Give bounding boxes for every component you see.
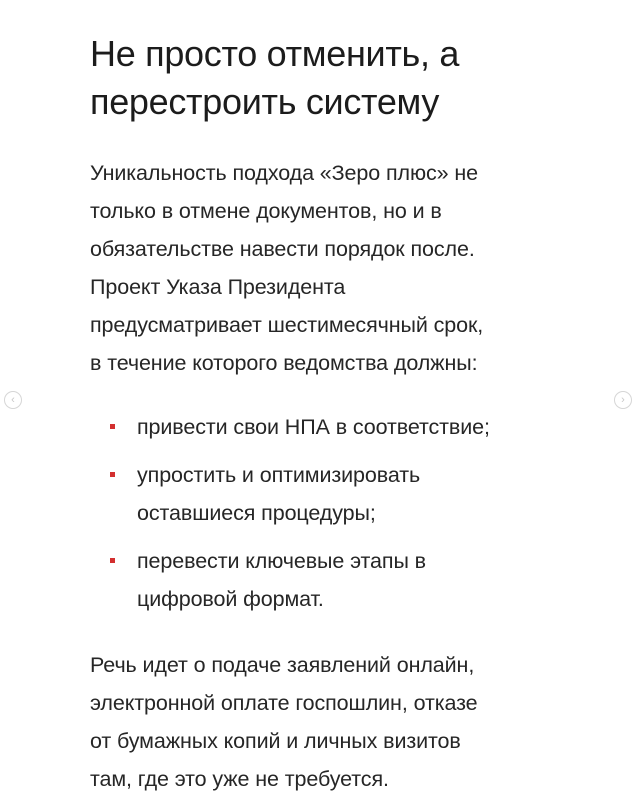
requirements-list bbox=[90, 408, 580, 618]
next-slide-button[interactable] bbox=[614, 391, 632, 409]
list-item-text: оставшиеся процедуры; bbox=[137, 501, 376, 525]
list-item bbox=[90, 408, 580, 446]
intro-line-1: Уникальность подхода «Зеро плюс» не bbox=[90, 161, 479, 185]
list-item bbox=[90, 542, 580, 618]
slide-content bbox=[90, 30, 580, 798]
intro-line-5: предусматривает шестимесячный срок, bbox=[90, 313, 484, 337]
bullet-square-icon bbox=[110, 558, 115, 563]
list-item-text: упростить и оптимизировать bbox=[137, 463, 421, 487]
prev-slide-button[interactable] bbox=[4, 391, 22, 409]
chevron-left-icon: ‹ bbox=[11, 393, 15, 406]
closing-line-4: там, где это уже не требуется. bbox=[90, 767, 389, 791]
slide-title-line-2: перестроить систему bbox=[90, 81, 440, 122]
closing-line-2: электронной оплате госпошлин, отказе bbox=[90, 691, 478, 715]
intro-line-6: в течение которого ведомства должны: bbox=[90, 351, 478, 375]
closing-paragraph bbox=[90, 646, 580, 798]
intro-line-4: Проект Указа Президента bbox=[90, 275, 346, 299]
closing-line-3: от бумажных копий и личных визитов bbox=[90, 729, 461, 753]
slide-title-line-1: Не просто отменить, а bbox=[90, 33, 460, 74]
bullet-square-icon bbox=[110, 472, 115, 477]
bullet-square-icon bbox=[110, 424, 115, 429]
intro-line-2: только в отмене документов, но и в bbox=[90, 199, 442, 223]
list-item bbox=[90, 456, 580, 532]
intro-paragraph bbox=[90, 154, 580, 382]
list-item-text: цифровой формат. bbox=[137, 587, 324, 611]
list-item-text: привести свои НПА в соответствие; bbox=[137, 415, 490, 439]
intro-line-3: обязательстве навести порядок после. bbox=[90, 237, 475, 261]
closing-line-1: Речь идет о подаче заявлений онлайн, bbox=[90, 653, 475, 677]
chevron-right-icon: › bbox=[621, 393, 625, 406]
list-item-text: перевести ключевые этапы в bbox=[137, 549, 426, 573]
slide-title bbox=[90, 30, 580, 126]
